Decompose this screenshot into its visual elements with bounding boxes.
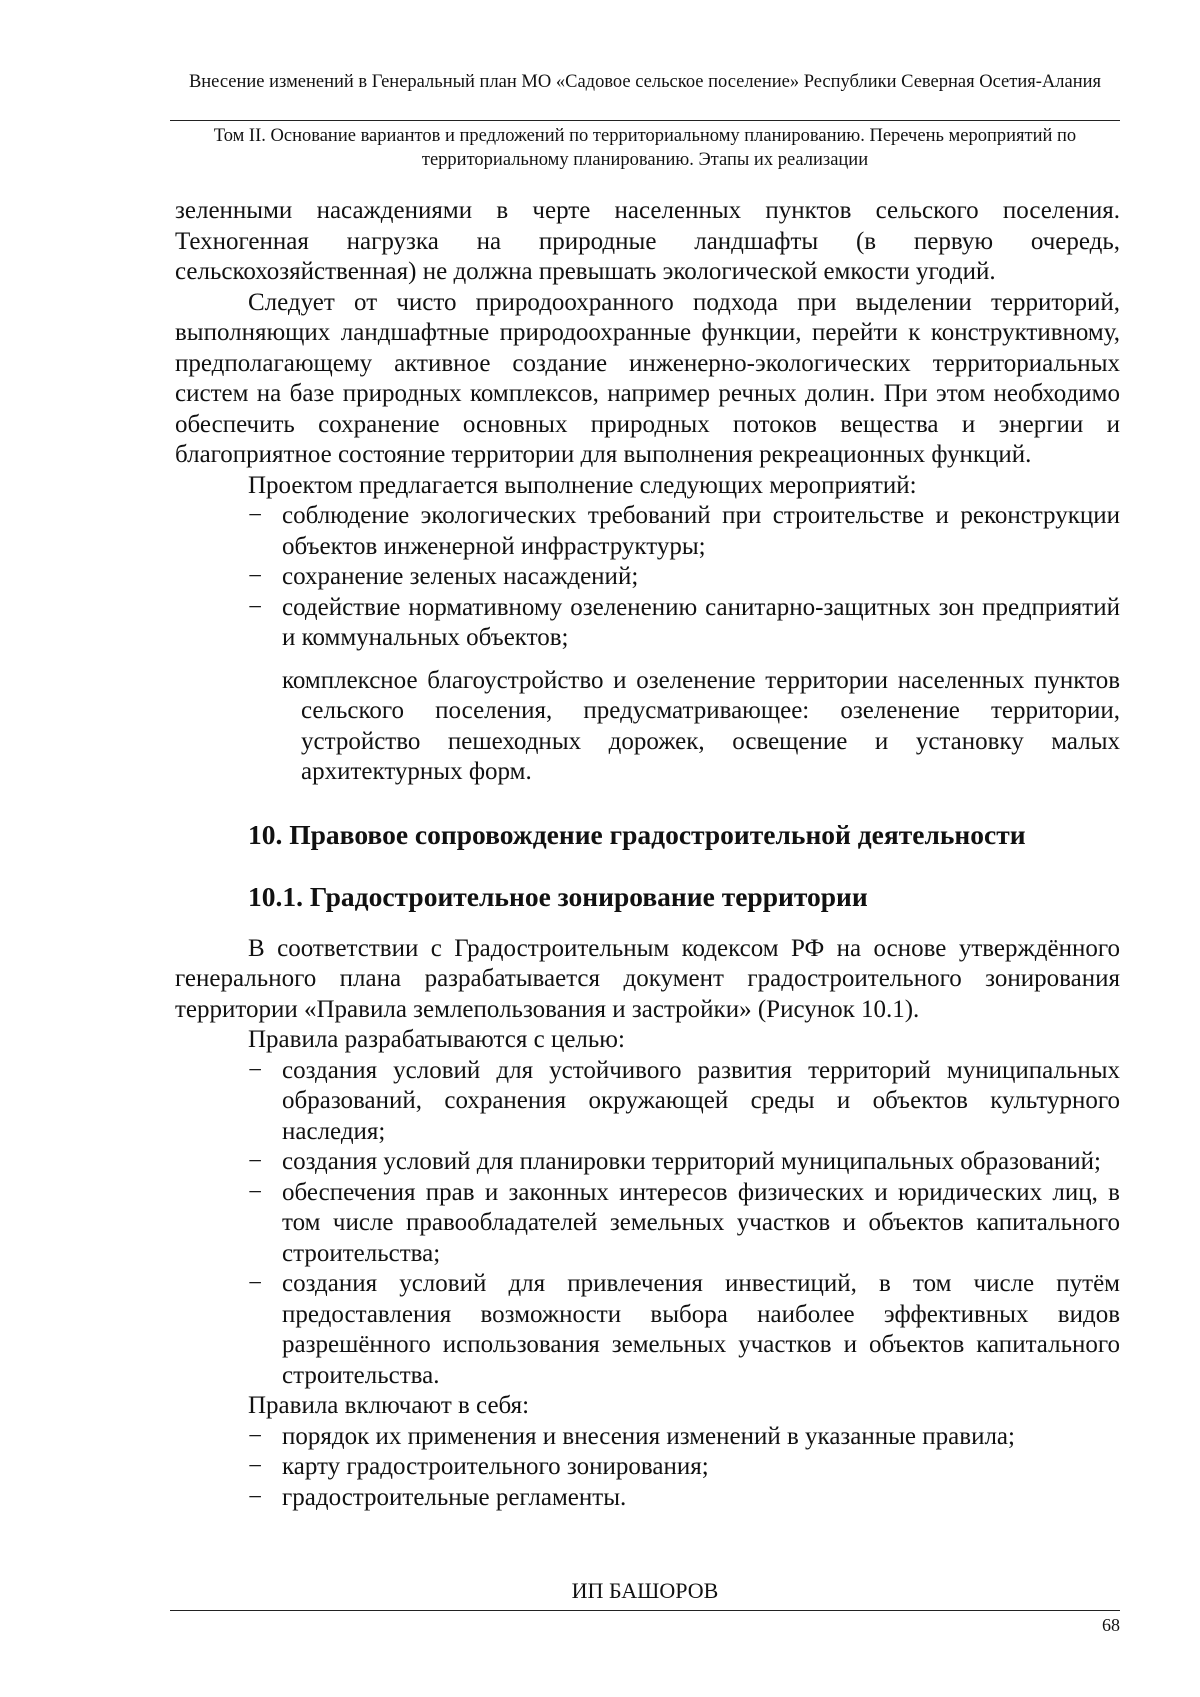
header-subtitle: Том II. Основание вариантов и предложений по территориальному планированию. Перечень мероприятий по территориальному планированию. Этапы их реализации — [213, 126, 1077, 170]
paragraph-measures-intro: Проектом предлагается выполнение следующих мероприятий: — [248, 471, 917, 499]
header-title: Внесение изменений в Генеральный план МО «Садовое сельское поселение» Республики Северная Осетия-Алания — [188, 72, 1102, 92]
list-item — [175, 1147, 1120, 1178]
list-item — [175, 593, 1120, 654]
list-item — [175, 1269, 1120, 1391]
list-item-text: создания условий для устойчивого развития территорий муниципальных образований, сохранения окружающей среды и объектов культурного наследия; — [282, 1056, 1120, 1145]
paragraph-green-spaces: зеленными насаждениями в черте населенных пунктов сельского поселения. Техногенная нагрузка на природные ландшафты (в первую очередь, сельскохозяйственная) не должна превышать экологической емкости угодий. — [175, 197, 1120, 285]
list-item — [175, 1452, 1120, 1483]
list-dash: − — [248, 1270, 263, 1297]
footer-divider — [170, 1610, 1120, 1611]
list-item-text: обеспечения прав и законных интересов физических и юридических лиц, в том числе правообладателей земельных участков и объектов капитального строительства; — [282, 1178, 1120, 1267]
list-dash: − — [248, 502, 263, 529]
list-dash: − — [248, 1453, 263, 1480]
paragraph-landscape: Следует от чисто природоохранного подхода при выделении территорий, выполняющих ландшафтные природоохранные функции, перейти к конструктивному, предполагающему активное создание инженерно-экологических территориальных систем на базе природных комплексов, например речных долин. При этом необходимо обеспечить сохранение основных природных потоков вещества и энергии и благоприятное состояние территории для выполнения рекреационных функций. — [175, 288, 1120, 468]
subsection-heading: 10.1. Градостроительное зонирование территории — [248, 880, 868, 912]
list-item — [175, 501, 1120, 562]
list-item-text: соблюдение экологических требований при строительстве и реконструкции объектов инженерной инфраструктуры; — [282, 502, 1120, 560]
paragraph-contents-intro: Правила включают в себя: — [248, 1392, 530, 1419]
list-item-text: создания условий для привлечения инвестиций, в том числе путём предоставления возможности выбора наиболее эффективных видов разрешённого использования земельных участков и объектов капитального строительства. — [282, 1270, 1120, 1389]
list-item — [175, 1422, 1120, 1453]
document-body — [175, 196, 1120, 1513]
list-item — [175, 1178, 1120, 1270]
list-item — [175, 1056, 1120, 1148]
list-item — [175, 1483, 1120, 1514]
section-heading: 10. Правовое сопровождение градостроительной деятельности — [248, 818, 1026, 850]
list-dash: − — [248, 1422, 263, 1450]
list-item-landscaping: комплексное благоустройство и озеленение территории населенных пунктов сельского поселения, предусматривающее: озеленение территории, устройство пешеходных дорожек, освещение и установку малых архитектурных форм. — [282, 666, 1120, 785]
list-item-text: содействие нормативному озеленению санитарно-защитных зон предприятий и коммунальных объектов; — [282, 593, 1120, 651]
list-item-text: карту градостроительного зонирования; — [282, 1453, 709, 1480]
footer-company: ИП БАШОРОВ — [571, 1578, 719, 1603]
list-item-text: порядок их применения и внесения изменений в указанные правила; — [282, 1422, 1015, 1450]
list-dash: − — [248, 1148, 263, 1175]
list-dash: − — [248, 1483, 263, 1511]
list-dash: − — [248, 1178, 263, 1206]
list-item-text: сохранение зеленых насаждений; — [282, 563, 639, 590]
list-item — [175, 562, 1120, 593]
page-number: 68 — [1102, 1615, 1120, 1635]
list-dash: − — [248, 593, 263, 621]
paragraph-goals-intro: Правила разрабатываются с целью: — [248, 1026, 625, 1053]
paragraph-zoning: В соответствии с Градостроительным кодексом РФ на основе утверждённого генерального плана разрабатывается документ градостроительного зонирования территории «Правила землепользования и застройки» (Рисунок 10.1). — [175, 934, 1120, 1023]
header-divider — [170, 120, 1120, 121]
list-item-text: создания условий для планировки территорий муниципальных образований; — [282, 1148, 1101, 1175]
list-dash: − — [248, 1056, 263, 1084]
list-item-text: градостроительные регламенты. — [282, 1483, 627, 1511]
list-dash: − — [248, 563, 263, 590]
spacer — [175, 914, 1120, 934]
